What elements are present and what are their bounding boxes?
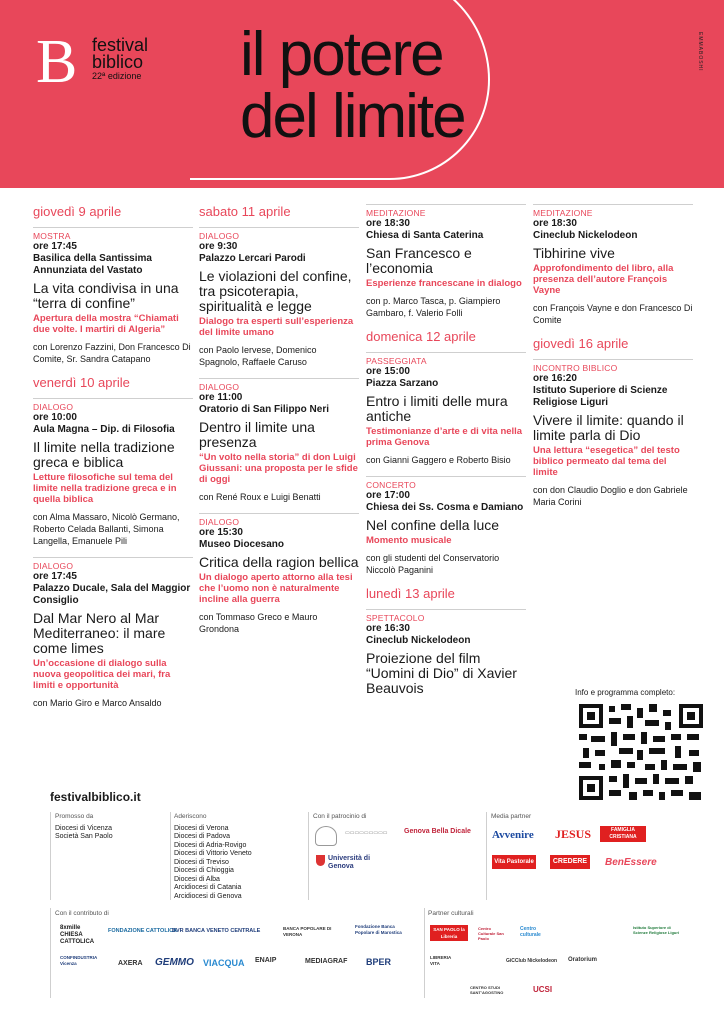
divider [170,812,171,900]
sponsor-logo: BPER [366,957,392,967]
benessere-logo: BenEssere [605,857,657,868]
event-title: Dal Mar Nero al Mar Mediterraneo: il mare come limes [33,610,166,656]
media-heading: Media partner [491,813,532,820]
sponsor-logo: GEMMO [155,957,194,968]
sponsor-logo: 8xmille CHIESA CATTOLICA [60,925,95,945]
column-3 [366,204,526,706]
day-heading: venerdì 10 aprile [33,375,130,390]
event-subtitle: Dialogo tra esperti sull’esperienza del limite umano [199,316,354,338]
diocese: Diocesi di Padova [174,833,231,840]
cultural-logo: Oratorium [568,957,598,963]
event-guests: con Tommaso Greco e Mauro Grondona [199,612,318,634]
event-category: DIALOGO [199,382,240,392]
contributo-heading: Con il contributo di [55,910,109,917]
sponsor-logo: VIACQUA [203,958,245,968]
title-line1: il potere [240,20,443,89]
event-guests: con Lorenzo Fazzini, Don Francesco Di Comite, Sr. Sandra Catapano [33,342,191,364]
event-subtitle: Esperienze francescane in dialogo [366,278,522,289]
diocese: Diocesi di Adria-Rovigo [174,841,247,849]
event-place: Museo Diocesano [199,539,285,550]
event-title: Proiezione del film “Uomini di Dio” di Xavier Beauvois [366,650,517,696]
event[interactable] [199,227,359,368]
event[interactable] [33,398,193,547]
event-place: Cineclub Nickelodeon [366,635,471,646]
event-category: MEDITAZIONE [366,208,426,218]
event-guests: con gli studenti del Conservatorio Niccolò Paganini [366,553,500,575]
event-title: La vita condivisa in una “terra di confine” [33,280,179,311]
event-title: Vivere il limite: quando il limite parla di Dio [533,412,684,443]
event-time: ore 10:00 [33,412,77,423]
promoter: Diocesi di Vicenza [55,824,113,832]
sponsor-logo: MEDIAGRAF [305,958,348,965]
event[interactable] [366,609,526,696]
event-time: ore 11:00 [199,392,243,403]
event-place: Palazzo Ducale, Sala del Maggior Consiglio [33,583,191,606]
event-category: DIALOGO [33,402,74,412]
designer-credit: EMMABOSHI [697,32,703,72]
diocese: Diocesi di Treviso [174,858,229,866]
aderiscono-block [174,813,252,901]
day-heading: domenica 12 aprile [366,329,476,344]
event-title: Critica della ragion bellica [199,554,359,570]
edition: 22ª edizione [92,71,142,81]
ministry-emblem-icon [315,826,337,846]
event-time: ore 18:30 [533,218,577,229]
sponsor-logo: FONDAZIONE CATTOLICA [108,928,178,934]
diocese: Diocesi di Vittorio Veneto [174,850,252,857]
event-subtitle: Momento musicale [366,535,452,546]
event-time: ore 18:30 [366,218,410,229]
event-category: DIALOGO [199,231,240,241]
event-place: Cineclub Nickelodeon [533,230,638,241]
event-guests: con don Claudio Doglio e don Gabriele Maria Corini [533,485,688,507]
event-category: CONCERTO [366,480,416,490]
event-subtitle: “Un volto nella storia” di don Luigi Giussani: una proposta per le sfide di oggi [199,452,358,485]
patrocinio-heading: Con il patrocinio di [313,813,367,820]
event-title: San Francesco e l’economia [366,245,472,276]
cultural-logo: Centro Culturale San Paolo [478,926,504,941]
event-guests: con François Vayne e don Francesco Di Comite [533,303,693,325]
diocese: Arcidiocesi di Genova [174,892,242,900]
cultural-logo: Centro culturale [520,926,541,938]
day-heading: giovedì 16 aprile [533,336,629,351]
event[interactable] [366,204,526,319]
logo-line1: festival [92,35,149,55]
event-guests: con Alma Massaro, Nicolò Germano, Roberto Celada Ballanti, Simona Langella, Emanuele Pili [33,512,180,546]
credere-logo: CREDERE [550,855,590,869]
event[interactable] [199,513,359,635]
sponsor-logo: CONFINDUSTRIA Vicenza [60,955,98,966]
event-title: Nel confine della luce [366,517,500,533]
event-title: Il limite nella tradizione greca e biblica [33,439,175,470]
event-title: Dentro il limite una presenza [199,419,315,450]
promosso-block [55,813,113,842]
qr-label: Info e programma completo: [575,688,676,697]
event-place: Oratorio di San Filippo Neri [199,404,330,415]
diocese: Diocesi di Chioggia [174,867,234,874]
event-guests: con Paolo Iervese, Domenico Spagnolo, Raffaele Caruso [199,345,317,367]
day-heading: sabato 11 aprile [199,204,291,219]
cultural-logo: CENTRO STUDI SANT’AGOSTINO [470,985,504,995]
day-heading: giovedì 9 aprile [33,204,122,219]
event-time: ore 15:30 [199,527,243,538]
sponsor-logo: AXERA [118,960,143,967]
divider [308,812,309,900]
event-subtitle: Testimonianze d’arte e di vita nella prima Genova [366,426,523,448]
event-title: Le violazioni del confine, tra psicoterapia, spiritualità e legge [199,268,352,314]
divider [50,812,51,900]
event-category: DIALOGO [33,561,74,571]
aderiscono-heading: Aderiscono [174,813,207,820]
logo-letter: B [36,28,78,96]
event-time: ore 9:30 [199,241,238,252]
page-title [240,20,465,151]
shield-icon [316,855,325,866]
event-guests: con Mario Giro e Marco Ansaldo [33,698,162,708]
promoter: Società San Paolo [55,833,113,840]
sponsor-logo: BVR BANCA VENETO CENTRALE [172,928,261,934]
event[interactable] [199,378,359,503]
event-category: DIALOGO [199,517,240,527]
event[interactable] [533,204,693,326]
website-link[interactable]: festivalbiblico.it [50,790,141,804]
event-category: MOSTRA [33,231,71,241]
column-2 [199,204,359,645]
event[interactable] [33,227,193,365]
event-place: Chiesa dei Ss. Cosma e Damiano [366,502,524,513]
patrocinio-block [313,813,366,825]
divider [486,812,487,900]
event-place: Basilica della Santissima Annunziata del Vastato [33,253,152,276]
vita-pastorale-logo: Vita Pastorale [492,855,536,869]
event[interactable] [366,352,526,466]
event[interactable] [33,557,193,709]
divider [424,908,425,998]
title-line2: del limite [240,82,465,151]
divider [50,908,51,998]
diocese: Arcidiocesi di Catania [174,884,242,891]
event-subtitle: Un dialogo aperto attorno alla tesi che l’uomo non è naturalmente incline alla guerra [199,572,353,605]
promosso-heading: Promosso da [55,813,94,820]
genova-logo: Genova Bella Dicale [404,828,471,835]
culturali-block [428,910,474,922]
event-subtitle: Approfondimento del libro, alla presenza dell’autore François Vayne [533,263,674,296]
sponsor-logo: BANCA POPOLARE DI VERONA [283,926,332,937]
event-guests: con René Roux e Luigi Benatti [199,492,321,502]
media-block [491,813,531,825]
event-category: MEDITAZIONE [533,208,593,218]
event-category: SPETTACOLO [366,613,425,623]
event-category: PASSEGGIATA [366,356,427,366]
cultural-logo: UCSI [533,985,553,994]
event-place: Chiesa di Santa Caterina [366,230,484,241]
header-banner [0,0,724,188]
event-place: Istituto Superiore di Scienze Religiose Liguri [533,385,668,408]
event-title: Tibhirine vive [533,245,615,261]
event-place: Piazza Sarzano [366,378,439,389]
event[interactable] [533,359,693,508]
event-subtitle: Apertura della mostra “Chiamati due volte. I martiri di Algeria” [33,313,179,335]
column-1 [33,204,193,719]
jesus-logo: JESUS [555,827,592,841]
event-time: ore 17:45 [33,241,77,252]
qr-code-icon[interactable] [579,704,703,800]
contributo-block [55,910,109,922]
event-place: Aula Magna – Dip. di Filosofia [33,424,175,435]
event-time: ore 17:45 [33,571,77,582]
event-subtitle: Un’occasione di dialogo sulla nuova geopolitica dei mari, fra limiti e opportunità [33,658,171,691]
event-guests: con Gianni Gaggero e Roberto Bisio [366,455,511,465]
diocese: Diocesi di Verona [174,824,229,832]
event-subtitle: Una lettura “esegetica” del testo biblico permeato dal tema del limite [533,445,680,478]
event-subtitle: Letture filosofiche sul tema del limite nella tradizione greca e in quella biblica [33,472,177,505]
sponsor-logo: Fondazione Banca Popolare di Marostica [355,924,402,935]
culturali-heading: Partner culturali [428,910,474,917]
ministry-logo: ▭▭▭▭▭▭▭▭▭ [345,830,388,836]
cultural-logo: Istituto Superiore di Scienze Religiose Liguri [633,925,680,935]
cultural-logo: GiCClub Nickelodeon [506,958,558,964]
avvenire-logo: Avvenire [492,829,534,841]
event-time: ore 16:30 [366,623,410,634]
event-category: INCONTRO BIBLICO [533,363,618,373]
column-4 [533,204,693,518]
event-time: ore 15:00 [366,366,410,377]
event-guests: con p. Marco Tasca, p. Giampiero Gambaro, f. Valerio Folli [366,296,501,318]
unige-logo: Università di Genova [328,855,371,870]
famiglia-logo: FAMIGLIA CRISTIANA [600,826,646,842]
diocese: Diocesi di Alba [174,875,220,883]
logo-line2: biblico [92,52,144,72]
day-heading: lunedì 13 aprile [366,586,455,601]
event-time: ore 16:20 [533,373,577,384]
sponsor-logo: ENAIP [255,957,277,964]
event-place: Palazzo Lercari Parodi [199,253,306,264]
event-time: ore 17:00 [366,490,410,501]
cultural-logo: LIBRERIA VITA [430,955,452,966]
event[interactable] [366,476,526,576]
event-title: Entro i limiti delle mura antiche [366,393,508,424]
cultural-logo: SAN PAOLO la Libreria [430,925,468,941]
